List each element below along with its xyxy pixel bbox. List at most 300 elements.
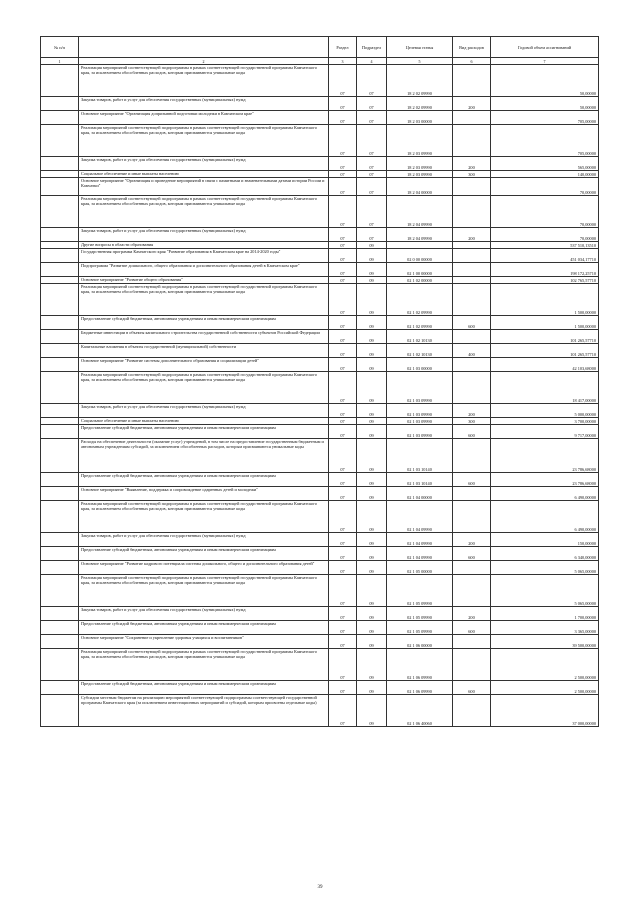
table-row — [41, 561, 599, 575]
row-target-code-cell: 02 1 05 00000 — [387, 561, 453, 575]
row-name-cell: Расходы на обеспечение деятельности (оказание услуг) учреждений, в том числе на предоставление государственным бюджетным и автономным учреждениям субсидий, за исключением обособленных расходов, которым присваиваются уникальные коды — [79, 439, 329, 473]
row-name-cell: Основное мероприятие "Организация допризывной подготовки молодежи в Камчатском крае" — [79, 111, 329, 125]
row-subsection-cell: 09 — [357, 649, 387, 681]
row-number-cell — [41, 284, 79, 316]
column-index: 4 — [357, 58, 387, 65]
row-target-code-cell: 18 2 03 09990 — [387, 171, 453, 178]
row-target-code-cell: 02 1 05 09990 — [387, 621, 453, 635]
row-name-cell: Социальное обеспечение и иные выплаты населению — [79, 171, 329, 178]
row-name-cell: Другие вопросы в области образования — [79, 242, 329, 249]
row-number-cell — [41, 501, 79, 533]
row-amount-cell: 6 340,00000 — [491, 547, 599, 561]
row-expense-type-cell — [453, 249, 491, 263]
row-section-cell: 07 — [329, 575, 357, 607]
row-amount-cell: 42 103,68000 — [491, 358, 599, 372]
row-target-code-cell: 18 2 04 09990 — [387, 196, 453, 228]
row-number-cell — [41, 228, 79, 242]
row-subsection-cell: 09 — [357, 575, 387, 607]
row-amount-cell: 705,00000 — [491, 111, 599, 125]
row-expense-type-cell — [453, 649, 491, 681]
row-target-code-cell: 02 1 06 09990 — [387, 681, 453, 695]
row-name-cell: Закупка товаров, работ и услуг для обеспечения государственных (муниципальных) нужд — [79, 607, 329, 621]
row-section-cell: 07 — [329, 649, 357, 681]
row-name-cell: Бюджетные инвестиции в объекты капитального строительства государственной собственности субъектов Российской Федерации — [79, 330, 329, 344]
row-expense-type-cell — [453, 487, 491, 501]
table-row — [41, 284, 599, 316]
row-subsection-cell: 09 — [357, 439, 387, 473]
row-number-cell — [41, 695, 79, 727]
column-index: 1 — [41, 58, 79, 65]
row-subsection-cell: 09 — [357, 372, 387, 404]
row-amount-cell: 5 000,00000 — [491, 404, 599, 418]
row-subsection-cell: 07 — [357, 125, 387, 157]
row-expense-type-cell: 300 — [453, 418, 491, 425]
row-section-cell: 07 — [329, 284, 357, 316]
row-section-cell: 07 — [329, 228, 357, 242]
row-number-cell — [41, 125, 79, 157]
row-number-cell — [41, 561, 79, 575]
row-target-code-cell: 02 1 00 00000 — [387, 263, 453, 277]
table-row — [41, 635, 599, 649]
row-number-cell — [41, 404, 79, 418]
row-number-cell — [41, 575, 79, 607]
row-section-cell: 07 — [329, 344, 357, 358]
row-section-cell: 07 — [329, 358, 357, 372]
row-subsection-cell: 09 — [357, 277, 387, 284]
row-subsection-cell: 09 — [357, 344, 387, 358]
row-target-code-cell: 18 2 04 09990 — [387, 228, 453, 242]
row-target-code-cell: 02 1 03 09990 — [387, 404, 453, 418]
row-target-code-cell: 02 1 03 10140 — [387, 473, 453, 487]
row-subsection-cell: 09 — [357, 695, 387, 727]
row-section-cell: 07 — [329, 418, 357, 425]
row-target-code-cell: 02 1 06 09990 — [387, 649, 453, 681]
row-subsection-cell: 09 — [357, 242, 387, 249]
table-row — [41, 228, 599, 242]
header-expense-type: Вид расходов — [453, 37, 491, 58]
header-target-code: Целевая статья — [387, 37, 453, 58]
row-name-cell: Основное мероприятие "Развитие системы дополнительного образования и социализации детей" — [79, 358, 329, 372]
row-target-code-cell: 18 2 03 00000 — [387, 111, 453, 125]
row-section-cell: 07 — [329, 125, 357, 157]
row-expense-type-cell: 600 — [453, 473, 491, 487]
table-row — [41, 111, 599, 125]
row-section-cell: 07 — [329, 178, 357, 196]
row-target-code-cell — [387, 242, 453, 249]
row-target-code-cell: 02 1 03 00000 — [387, 358, 453, 372]
row-expense-type-cell — [453, 196, 491, 228]
row-section-cell: 07 — [329, 171, 357, 178]
row-expense-type-cell — [453, 277, 491, 284]
header-subsection: Подраздел — [357, 37, 387, 58]
table-row — [41, 404, 599, 418]
row-expense-type-cell: 300 — [453, 171, 491, 178]
row-target-code-cell: 02 1 02 10130 — [387, 344, 453, 358]
row-expense-type-cell: 600 — [453, 425, 491, 439]
row-expense-type-cell: 600 — [453, 316, 491, 330]
table-row — [41, 344, 599, 358]
row-amount-cell: 5 065,00000 — [491, 561, 599, 575]
row-subsection-cell: 09 — [357, 358, 387, 372]
row-section-cell: 07 — [329, 196, 357, 228]
row-number-cell — [41, 621, 79, 635]
table-row — [41, 425, 599, 439]
row-number-cell — [41, 263, 79, 277]
row-name-cell: Предоставление субсидий бюджетным, автономным учреждениям и иным некоммерческим организациям — [79, 425, 329, 439]
row-subsection-cell: 09 — [357, 249, 387, 263]
row-expense-type-cell: 200 — [453, 404, 491, 418]
row-expense-type-cell: 200 — [453, 228, 491, 242]
row-expense-type-cell — [453, 358, 491, 372]
row-expense-type-cell: 200 — [453, 97, 491, 111]
row-number-cell — [41, 249, 79, 263]
row-amount-cell: 37 000,00000 — [491, 695, 599, 727]
row-expense-type-cell — [453, 635, 491, 649]
row-target-code-cell: 02 1 02 09990 — [387, 316, 453, 330]
row-name-cell: Основное мероприятие "Сохранение и укрепление здоровья учащихся и воспитанников" — [79, 635, 329, 649]
row-number-cell — [41, 635, 79, 649]
row-section-cell: 07 — [329, 157, 357, 171]
row-subsection-cell: 09 — [357, 547, 387, 561]
row-subsection-cell: 09 — [357, 561, 387, 575]
row-subsection-cell: 07 — [357, 65, 387, 97]
row-amount-cell: 705,00000 — [491, 125, 599, 157]
row-number-cell — [41, 196, 79, 228]
table-row — [41, 649, 599, 681]
row-section-cell: 07 — [329, 65, 357, 97]
row-amount-cell: 1 500,00000 — [491, 284, 599, 316]
row-subsection-cell: 09 — [357, 501, 387, 533]
column-index: 3 — [329, 58, 357, 65]
table-body — [41, 65, 599, 727]
budget-table — [40, 36, 599, 727]
row-number-cell — [41, 277, 79, 284]
row-section-cell: 07 — [329, 97, 357, 111]
row-target-code-cell: 18 2 03 09990 — [387, 157, 453, 171]
row-name-cell: Предоставление субсидий бюджетным, автономным учреждениям и иным некоммерческим организациям — [79, 473, 329, 487]
row-number-cell — [41, 547, 79, 561]
row-subsection-cell: 07 — [357, 228, 387, 242]
row-amount-cell: 23 786,68000 — [491, 439, 599, 473]
table-row — [41, 473, 599, 487]
row-section-cell: 07 — [329, 681, 357, 695]
row-section-cell: 07 — [329, 533, 357, 547]
row-number-cell — [41, 330, 79, 344]
table-row — [41, 621, 599, 635]
row-number-cell — [41, 487, 79, 501]
row-expense-type-cell — [453, 501, 491, 533]
row-name-cell: Реализация мероприятий соответствующей подпрограммы в рамках соответствующей государственной программы Камчатского края, за исключением обособленных расходов, которым присваиваются уникальные коды — [79, 284, 329, 316]
row-number-cell — [41, 111, 79, 125]
row-amount-cell: 198 172,25710 — [491, 263, 599, 277]
row-number-cell — [41, 65, 79, 97]
table-row — [41, 277, 599, 284]
row-number-cell — [41, 97, 79, 111]
table-row — [41, 242, 599, 249]
page-number: 39 — [317, 885, 323, 890]
header-section: Раздел — [329, 37, 357, 58]
row-name-cell: Реализация мероприятий соответствующей подпрограммы в рамках соответствующей государственной программы Камчатского края, за исключением обособленных расходов, которым присваиваются уникальные коды — [79, 649, 329, 681]
row-name-cell: Предоставление субсидий бюджетным, автономным учреждениям и иным некоммерческим организациям — [79, 681, 329, 695]
table-row — [41, 97, 599, 111]
table-row — [41, 157, 599, 171]
row-section-cell: 07 — [329, 561, 357, 575]
row-number-cell — [41, 533, 79, 547]
row-number-cell — [41, 316, 79, 330]
row-target-code-cell: 18 2 03 09990 — [387, 125, 453, 157]
row-section-cell: 07 — [329, 607, 357, 621]
row-expense-type-cell — [453, 575, 491, 607]
row-section-cell: 07 — [329, 330, 357, 344]
row-section-cell: 07 — [329, 439, 357, 473]
table-row — [41, 178, 599, 196]
row-name-cell: Предоставление субсидий бюджетным, автономным учреждениям и иным некоммерческим организациям — [79, 621, 329, 635]
row-amount-cell: 140,00000 — [491, 171, 599, 178]
row-target-code-cell: 02 1 03 09990 — [387, 418, 453, 425]
row-subsection-cell: 09 — [357, 316, 387, 330]
row-target-code-cell: 02 1 03 09990 — [387, 372, 453, 404]
row-amount-cell: 101 265,57710 — [491, 330, 599, 344]
row-expense-type-cell — [453, 372, 491, 404]
row-name-cell: Реализация мероприятий соответствующей подпрограммы в рамках соответствующей государственной программы Камчатского края, за исключением обособленных расходов, которым присваиваются уникальные коды — [79, 501, 329, 533]
row-name-cell: Реализация мероприятий соответствующей подпрограммы в рамках соответствующей государственной программы Камчатского края, за исключением обособленных расходов, которым присваиваются уникальные коды — [79, 575, 329, 607]
row-section-cell: 07 — [329, 473, 357, 487]
row-number-cell — [41, 607, 79, 621]
row-target-code-cell: 02 1 02 09990 — [387, 284, 453, 316]
row-amount-cell: 537 510,13510 — [491, 242, 599, 249]
row-amount-cell: 3 365,00000 — [491, 621, 599, 635]
row-target-code-cell: 18 2 04 00000 — [387, 178, 453, 196]
row-number-cell — [41, 358, 79, 372]
row-amount-cell: 1 700,00000 — [491, 607, 599, 621]
row-name-cell: Закупка товаров, работ и услуг для обеспечения государственных (муниципальных) нужд — [79, 228, 329, 242]
column-index: 5 — [387, 58, 453, 65]
row-section-cell: 07 — [329, 404, 357, 418]
table-row — [41, 533, 599, 547]
row-name-cell: Субсидии местным бюджетам на реализацию мероприятий соответствующей подпрограммы соответствующей государственной программы Камчатского края (за исключением инвестиционных мероприятий и субсидий, которым присвоены отдельные коды) — [79, 695, 329, 727]
table-row — [41, 607, 599, 621]
row-target-code-cell: 02 1 06 40060 — [387, 695, 453, 727]
row-section-cell: 07 — [329, 425, 357, 439]
row-section-cell: 07 — [329, 487, 357, 501]
row-number-cell — [41, 157, 79, 171]
row-number-cell — [41, 242, 79, 249]
row-name-cell: Реализация мероприятий соответствующей подпрограммы в рамках соответствующей государственной программы Камчатского края, за исключением обособленных расходов, которым присваиваются уникальные коды — [79, 196, 329, 228]
row-amount-cell: 18 417,00000 — [491, 372, 599, 404]
row-target-code-cell: 02 1 05 09990 — [387, 607, 453, 621]
row-number-cell — [41, 681, 79, 695]
row-expense-type-cell — [453, 695, 491, 727]
table-row — [41, 695, 599, 727]
header-annual-amount: Годовой объем ассигнований — [491, 37, 599, 58]
table-row — [41, 575, 599, 607]
table-row — [41, 65, 599, 97]
row-section-cell: 07 — [329, 111, 357, 125]
row-subsection-cell: 07 — [357, 111, 387, 125]
row-name-cell: Закупка товаров, работ и услуг для обеспечения государственных (муниципальных) нужд — [79, 97, 329, 111]
row-amount-cell: 6 490,00000 — [491, 501, 599, 533]
row-amount-cell: 150,00000 — [491, 533, 599, 547]
row-name-cell: Основное мероприятие "Развитие общего образования" — [79, 277, 329, 284]
row-section-cell: 07 — [329, 695, 357, 727]
row-target-code-cell: 02 1 04 00000 — [387, 487, 453, 501]
row-number-cell — [41, 425, 79, 439]
row-expense-type-cell — [453, 330, 491, 344]
row-number-cell — [41, 473, 79, 487]
row-section-cell: 07 — [329, 316, 357, 330]
row-amount-cell: 70,00000 — [491, 196, 599, 228]
row-amount-cell: 9 717,00000 — [491, 425, 599, 439]
row-amount-cell: 5 065,00000 — [491, 575, 599, 607]
row-subsection-cell: 07 — [357, 171, 387, 178]
row-target-code-cell: 02 1 02 10130 — [387, 330, 453, 344]
row-target-code-cell: 02 0 00 00000 — [387, 249, 453, 263]
row-section-cell: 07 — [329, 635, 357, 649]
row-number-cell — [41, 372, 79, 404]
row-subsection-cell: 09 — [357, 473, 387, 487]
row-section-cell: 07 — [329, 277, 357, 284]
row-name-cell: Основное мероприятие "Развитие кадрового потенциала системы дошкольного, общего и дополнительного образования детей" — [79, 561, 329, 575]
table-row — [41, 263, 599, 277]
row-amount-cell: 3 700,00000 — [491, 418, 599, 425]
row-name-cell: Подпрограмма "Развитие дошкольного, общего образования и дополнительного образования детей в Камчатском крае" — [79, 263, 329, 277]
row-target-code-cell: 02 1 06 00000 — [387, 635, 453, 649]
row-section-cell: 07 — [329, 621, 357, 635]
table-row — [41, 372, 599, 404]
row-name-cell: Закупка товаров, работ и услуг для обеспечения государственных (муниципальных) нужд — [79, 404, 329, 418]
row-target-code-cell: 02 1 04 09990 — [387, 547, 453, 561]
row-section-cell: 07 — [329, 547, 357, 561]
row-name-cell: Закупка товаров, работ и услуг для обеспечения государственных (муниципальных) нужд — [79, 157, 329, 171]
row-name-cell: Реализация мероприятий соответствующей подпрограммы в рамках соответствующей государственной программы Камчатского края, за исключением обособленных расходов, которым присваиваются уникальные коды — [79, 125, 329, 157]
row-amount-cell: 2 500,00000 — [491, 649, 599, 681]
table-row — [41, 316, 599, 330]
row-target-code-cell: 18 2 02 09990 — [387, 97, 453, 111]
row-target-code-cell: 02 1 03 10140 — [387, 439, 453, 473]
row-expense-type-cell — [453, 242, 491, 249]
row-subsection-cell: 07 — [357, 97, 387, 111]
row-expense-type-cell — [453, 263, 491, 277]
row-amount-cell: 6 490,00000 — [491, 487, 599, 501]
table-row — [41, 439, 599, 473]
row-section-cell: 07 — [329, 242, 357, 249]
column-index: 2 — [79, 58, 329, 65]
row-expense-type-cell — [453, 65, 491, 97]
row-name-cell: Социальное обеспечение и иные выплаты населению — [79, 418, 329, 425]
row-section-cell: 07 — [329, 372, 357, 404]
row-expense-type-cell — [453, 125, 491, 157]
row-target-code-cell: 02 1 05 09990 — [387, 575, 453, 607]
row-expense-type-cell: 200 — [453, 157, 491, 171]
row-number-cell — [41, 439, 79, 473]
table-row — [41, 196, 599, 228]
row-name-cell: Реализация мероприятий соответствующей подпрограммы в рамках соответствующей государственной программы Камчатского края, за исключением обособленных расходов, которым присваиваются уникальные коды — [79, 372, 329, 404]
table-row — [41, 487, 599, 501]
row-name-cell: Государственная программа Камчатского края "Развитие образования в Камчатском крае на 2014-2020 годы" — [79, 249, 329, 263]
row-amount-cell: 1 500,00000 — [491, 316, 599, 330]
row-expense-type-cell: 200 — [453, 533, 491, 547]
table-row — [41, 358, 599, 372]
column-index: 7 — [491, 58, 599, 65]
row-subsection-cell: 09 — [357, 681, 387, 695]
row-subsection-cell: 09 — [357, 533, 387, 547]
row-expense-type-cell: 600 — [453, 621, 491, 635]
row-subsection-cell: 07 — [357, 196, 387, 228]
row-section-cell: 07 — [329, 501, 357, 533]
row-target-code-cell: 02 1 02 00000 — [387, 277, 453, 284]
table-row — [41, 418, 599, 425]
row-number-cell — [41, 171, 79, 178]
row-amount-cell: 451 034,17710 — [491, 249, 599, 263]
row-expense-type-cell — [453, 178, 491, 196]
row-subsection-cell: 09 — [357, 607, 387, 621]
row-number-cell — [41, 649, 79, 681]
row-amount-cell: 565,00000 — [491, 157, 599, 171]
row-subsection-cell: 09 — [357, 635, 387, 649]
row-expense-type-cell: 600 — [453, 547, 491, 561]
row-target-code-cell: 02 1 04 09990 — [387, 533, 453, 547]
table-row — [41, 547, 599, 561]
row-name-cell: Предоставление субсидий бюджетным, автономным учреждениям и иным некоммерческим организациям — [79, 316, 329, 330]
table-row — [41, 125, 599, 157]
row-name-cell: Закупка товаров, работ и услуг для обеспечения государственных (муниципальных) нужд — [79, 533, 329, 547]
row-expense-type-cell: 600 — [453, 681, 491, 695]
table-row — [41, 171, 599, 178]
row-amount-cell: 23 786,68000 — [491, 473, 599, 487]
column-index: 6 — [453, 58, 491, 65]
row-target-code-cell: 02 1 04 09990 — [387, 501, 453, 533]
table-row — [41, 681, 599, 695]
row-amount-cell: 70,00000 — [491, 228, 599, 242]
row-subsection-cell: 09 — [357, 284, 387, 316]
row-section-cell: 07 — [329, 249, 357, 263]
row-number-cell — [41, 344, 79, 358]
table-row — [41, 501, 599, 533]
row-amount-cell: 70,00000 — [491, 178, 599, 196]
header-name — [79, 37, 329, 58]
row-amount-cell: 101 265,57710 — [491, 344, 599, 358]
row-expense-type-cell: 400 — [453, 344, 491, 358]
row-subsection-cell: 09 — [357, 330, 387, 344]
table-row — [41, 330, 599, 344]
row-name-cell: Предоставление субсидий бюджетным, автономным учреждениям и иным некоммерческим организациям — [79, 547, 329, 561]
row-target-code-cell: 18 2 02 09990 — [387, 65, 453, 97]
row-subsection-cell: 07 — [357, 178, 387, 196]
row-expense-type-cell — [453, 111, 491, 125]
row-name-cell: Основное мероприятие "Выявление, поддержка и сопровождение одаренных детей и молодежи" — [79, 487, 329, 501]
row-section-cell: 07 — [329, 263, 357, 277]
row-subsection-cell: 09 — [357, 404, 387, 418]
row-number-cell — [41, 418, 79, 425]
row-expense-type-cell — [453, 439, 491, 473]
row-amount-cell: 2 500,00000 — [491, 681, 599, 695]
row-expense-type-cell — [453, 561, 491, 575]
row-amount-cell: 39 500,00000 — [491, 635, 599, 649]
table-header-row — [41, 37, 599, 58]
row-name-cell: Основное мероприятие "Организация и проведение мероприятий в связи с памятными и знаменательными датами истории России и Камчатки" — [79, 178, 329, 196]
row-subsection-cell: 07 — [357, 157, 387, 171]
row-amount-cell: 50,00000 — [491, 97, 599, 111]
column-index-row — [41, 58, 599, 65]
table-row — [41, 249, 599, 263]
row-amount-cell: 50,00000 — [491, 65, 599, 97]
row-subsection-cell: 09 — [357, 621, 387, 635]
row-subsection-cell: 09 — [357, 487, 387, 501]
row-name-cell: Реализация мероприятий соответствующей подпрограммы в рамках соответствующей государственной программы Камчатского края, за исключением обособленных расходов, которым присваиваются уникальные коды — [79, 65, 329, 97]
row-subsection-cell: 09 — [357, 263, 387, 277]
row-expense-type-cell: 200 — [453, 607, 491, 621]
row-subsection-cell: 09 — [357, 425, 387, 439]
